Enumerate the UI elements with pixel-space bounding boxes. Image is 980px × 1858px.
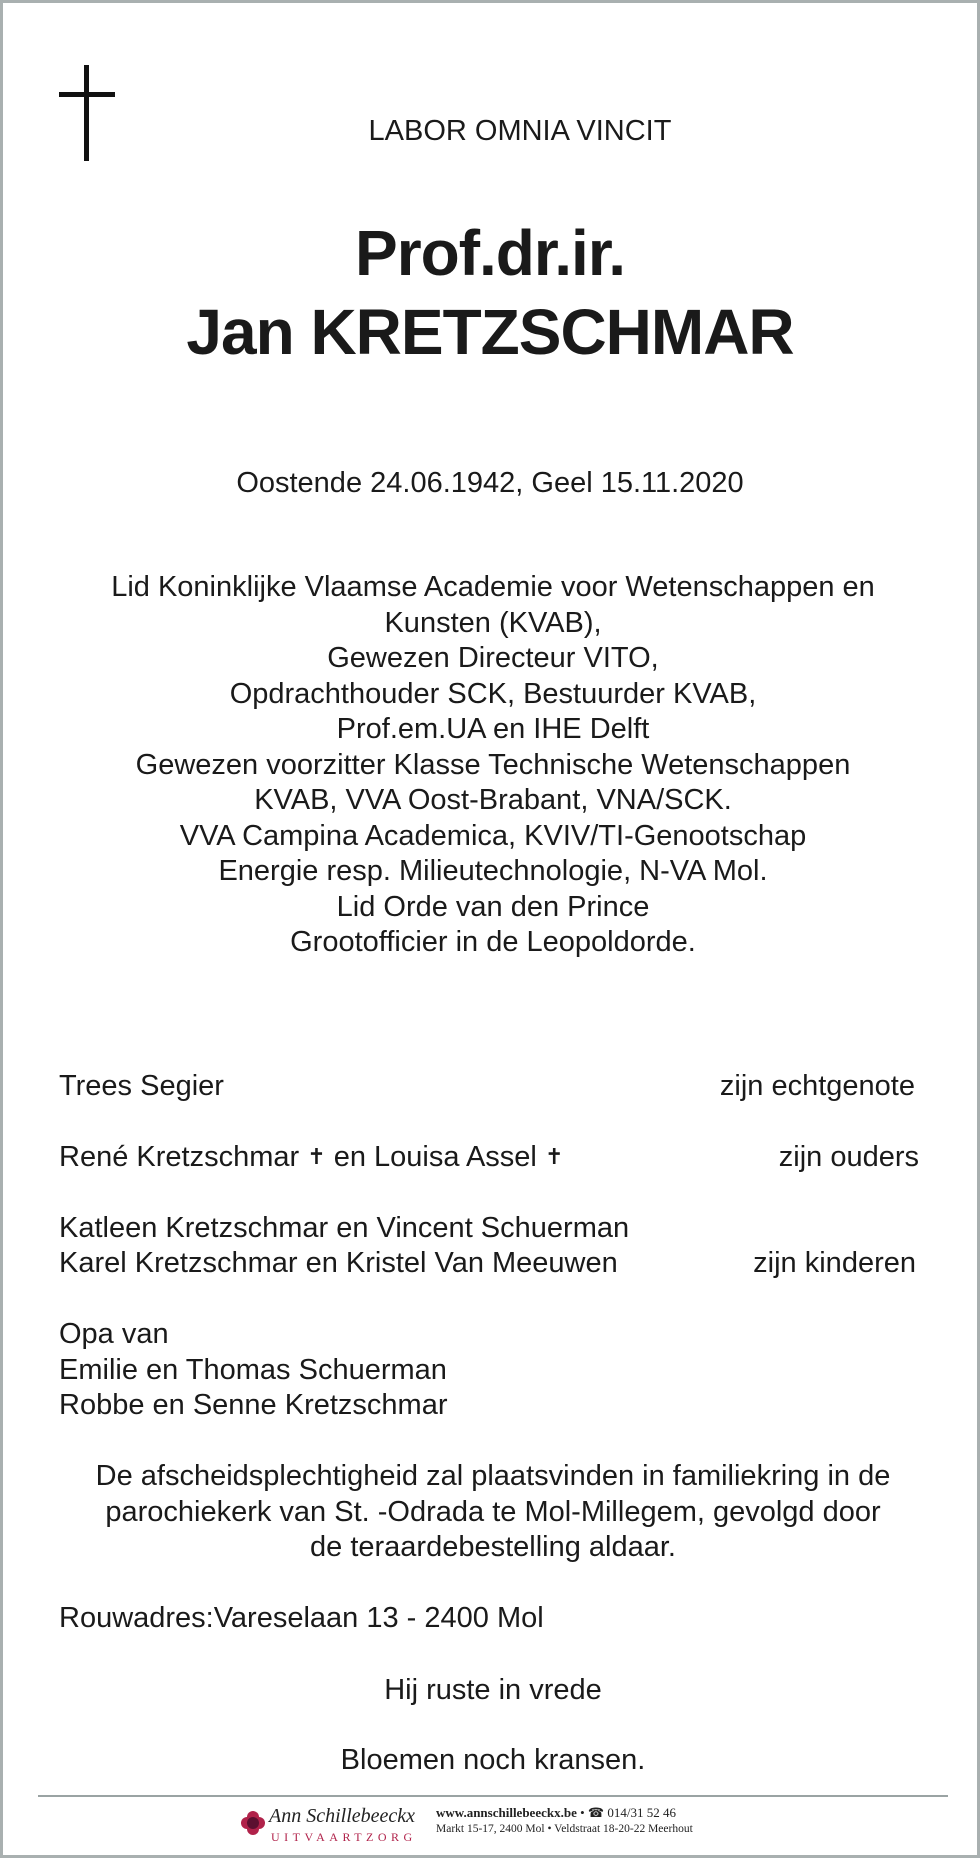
flower-icon — [241, 1811, 265, 1835]
funeral-home-name: Ann Schillebeeckx — [269, 1805, 416, 1827]
children-relation: zijn kinderen — [753, 1247, 916, 1279]
grandchildren-heading: Opa van — [59, 1318, 169, 1350]
parents-relation: zijn ouders — [778, 1141, 919, 1173]
spouse-name: Trees Segier — [59, 1070, 224, 1102]
title-line: Lid Orde van den Prince — [336, 890, 650, 923]
title-line: VVA Campina Academica, KVIV/TI-Genootschap — [179, 819, 807, 852]
father-name: René Kretzschmar — [59, 1141, 300, 1173]
phone-icon: ☎ — [587, 1805, 605, 1820]
rest-in-peace: Hij ruste in vrede — [384, 1674, 602, 1706]
deceased-title: Prof.dr.ir. — [355, 217, 625, 289]
parents-names — [59, 1141, 563, 1174]
ceremony-line: de teraardebestelling aldaar. — [310, 1531, 676, 1563]
grandchild-line: Emilie en Thomas Schuerman — [59, 1354, 447, 1386]
deceased-cross-icon: ✝ — [544, 1144, 564, 1169]
deceased-name: Jan KRETZSCHMAR — [186, 296, 794, 368]
birth-death-dates: Oostende 24.06.1942, Geel 15.11.2020 — [236, 467, 744, 499]
mourning-address: Rouwadres:Vareselaan 13 - 2400 Mol — [59, 1602, 544, 1634]
funeral-home-subtitle: UITVAARTZORG — [271, 1830, 417, 1844]
spouse-relation: zijn echtgenote — [719, 1070, 915, 1102]
funeral-home-address: Markt 15-17, 2400 Mol • Veldstraat 18-20-22 Meerhout — [436, 1823, 693, 1835]
title-line: Gewezen Directeur VITO, — [327, 642, 659, 674]
motto: LABOR OMNIA VINCIT — [368, 115, 672, 147]
funeral-home-logo — [241, 1803, 421, 1849]
mother-name: Louisa Assel — [374, 1141, 537, 1173]
ceremony-line: De afscheidsplechtigheid zal plaatsvinden in familiekring in de — [95, 1460, 891, 1492]
flowers-note: Bloemen noch kransen. — [340, 1744, 646, 1776]
title-line: Energie resp. Milieutechnologie, N-VA Mol. — [218, 855, 768, 887]
title-line: Prof.em.UA en IHE Delft — [336, 713, 650, 745]
child-line: Katleen Kretzschmar en Vincent Schuerman — [59, 1212, 630, 1244]
ceremony-text — [63, 1459, 923, 1566]
funeral-home-contact: www.annschillebeeckx.be • ☎ 014/31 52 46 Markt 15-17, 2400 Mol • Veldstraat 18-20-22 Meerhout — [436, 1805, 693, 1835]
titles-list — [63, 570, 923, 961]
title-line: Gewezen voorzitter Klasse Technische Wetenschappen — [135, 748, 851, 781]
phone-number: 014/31 52 46 — [607, 1805, 676, 1820]
title-line: Kunsten (KVAB), — [384, 606, 602, 639]
child-line: Karel Kretzschmar en Kristel Van Meeuwen — [59, 1247, 618, 1279]
grandchild-line: Robbe en Senne Kretzschmar — [59, 1389, 448, 1421]
title-line: Grootofficier in de Leopoldorde. — [290, 926, 696, 958]
title-line: Lid Koninklijke Vlaamse Academie voor Wetenschappen en — [111, 571, 875, 603]
title-line: KVAB, VVA Oost-Brabant, VNA/SCK. — [254, 784, 732, 816]
website-link[interactable]: www.annschillebeeckx.be — [436, 1805, 577, 1820]
deceased-cross-icon: ✝ — [307, 1144, 326, 1169]
conjunction: en — [333, 1141, 366, 1173]
ceremony-line: parochiekerk van St. -Odrada te Mol-Millegem, gevolgd door — [105, 1495, 881, 1528]
footer-divider — [38, 1795, 948, 1797]
title-line: Opdrachthouder SCK, Bestuurder KVAB, — [229, 677, 757, 710]
